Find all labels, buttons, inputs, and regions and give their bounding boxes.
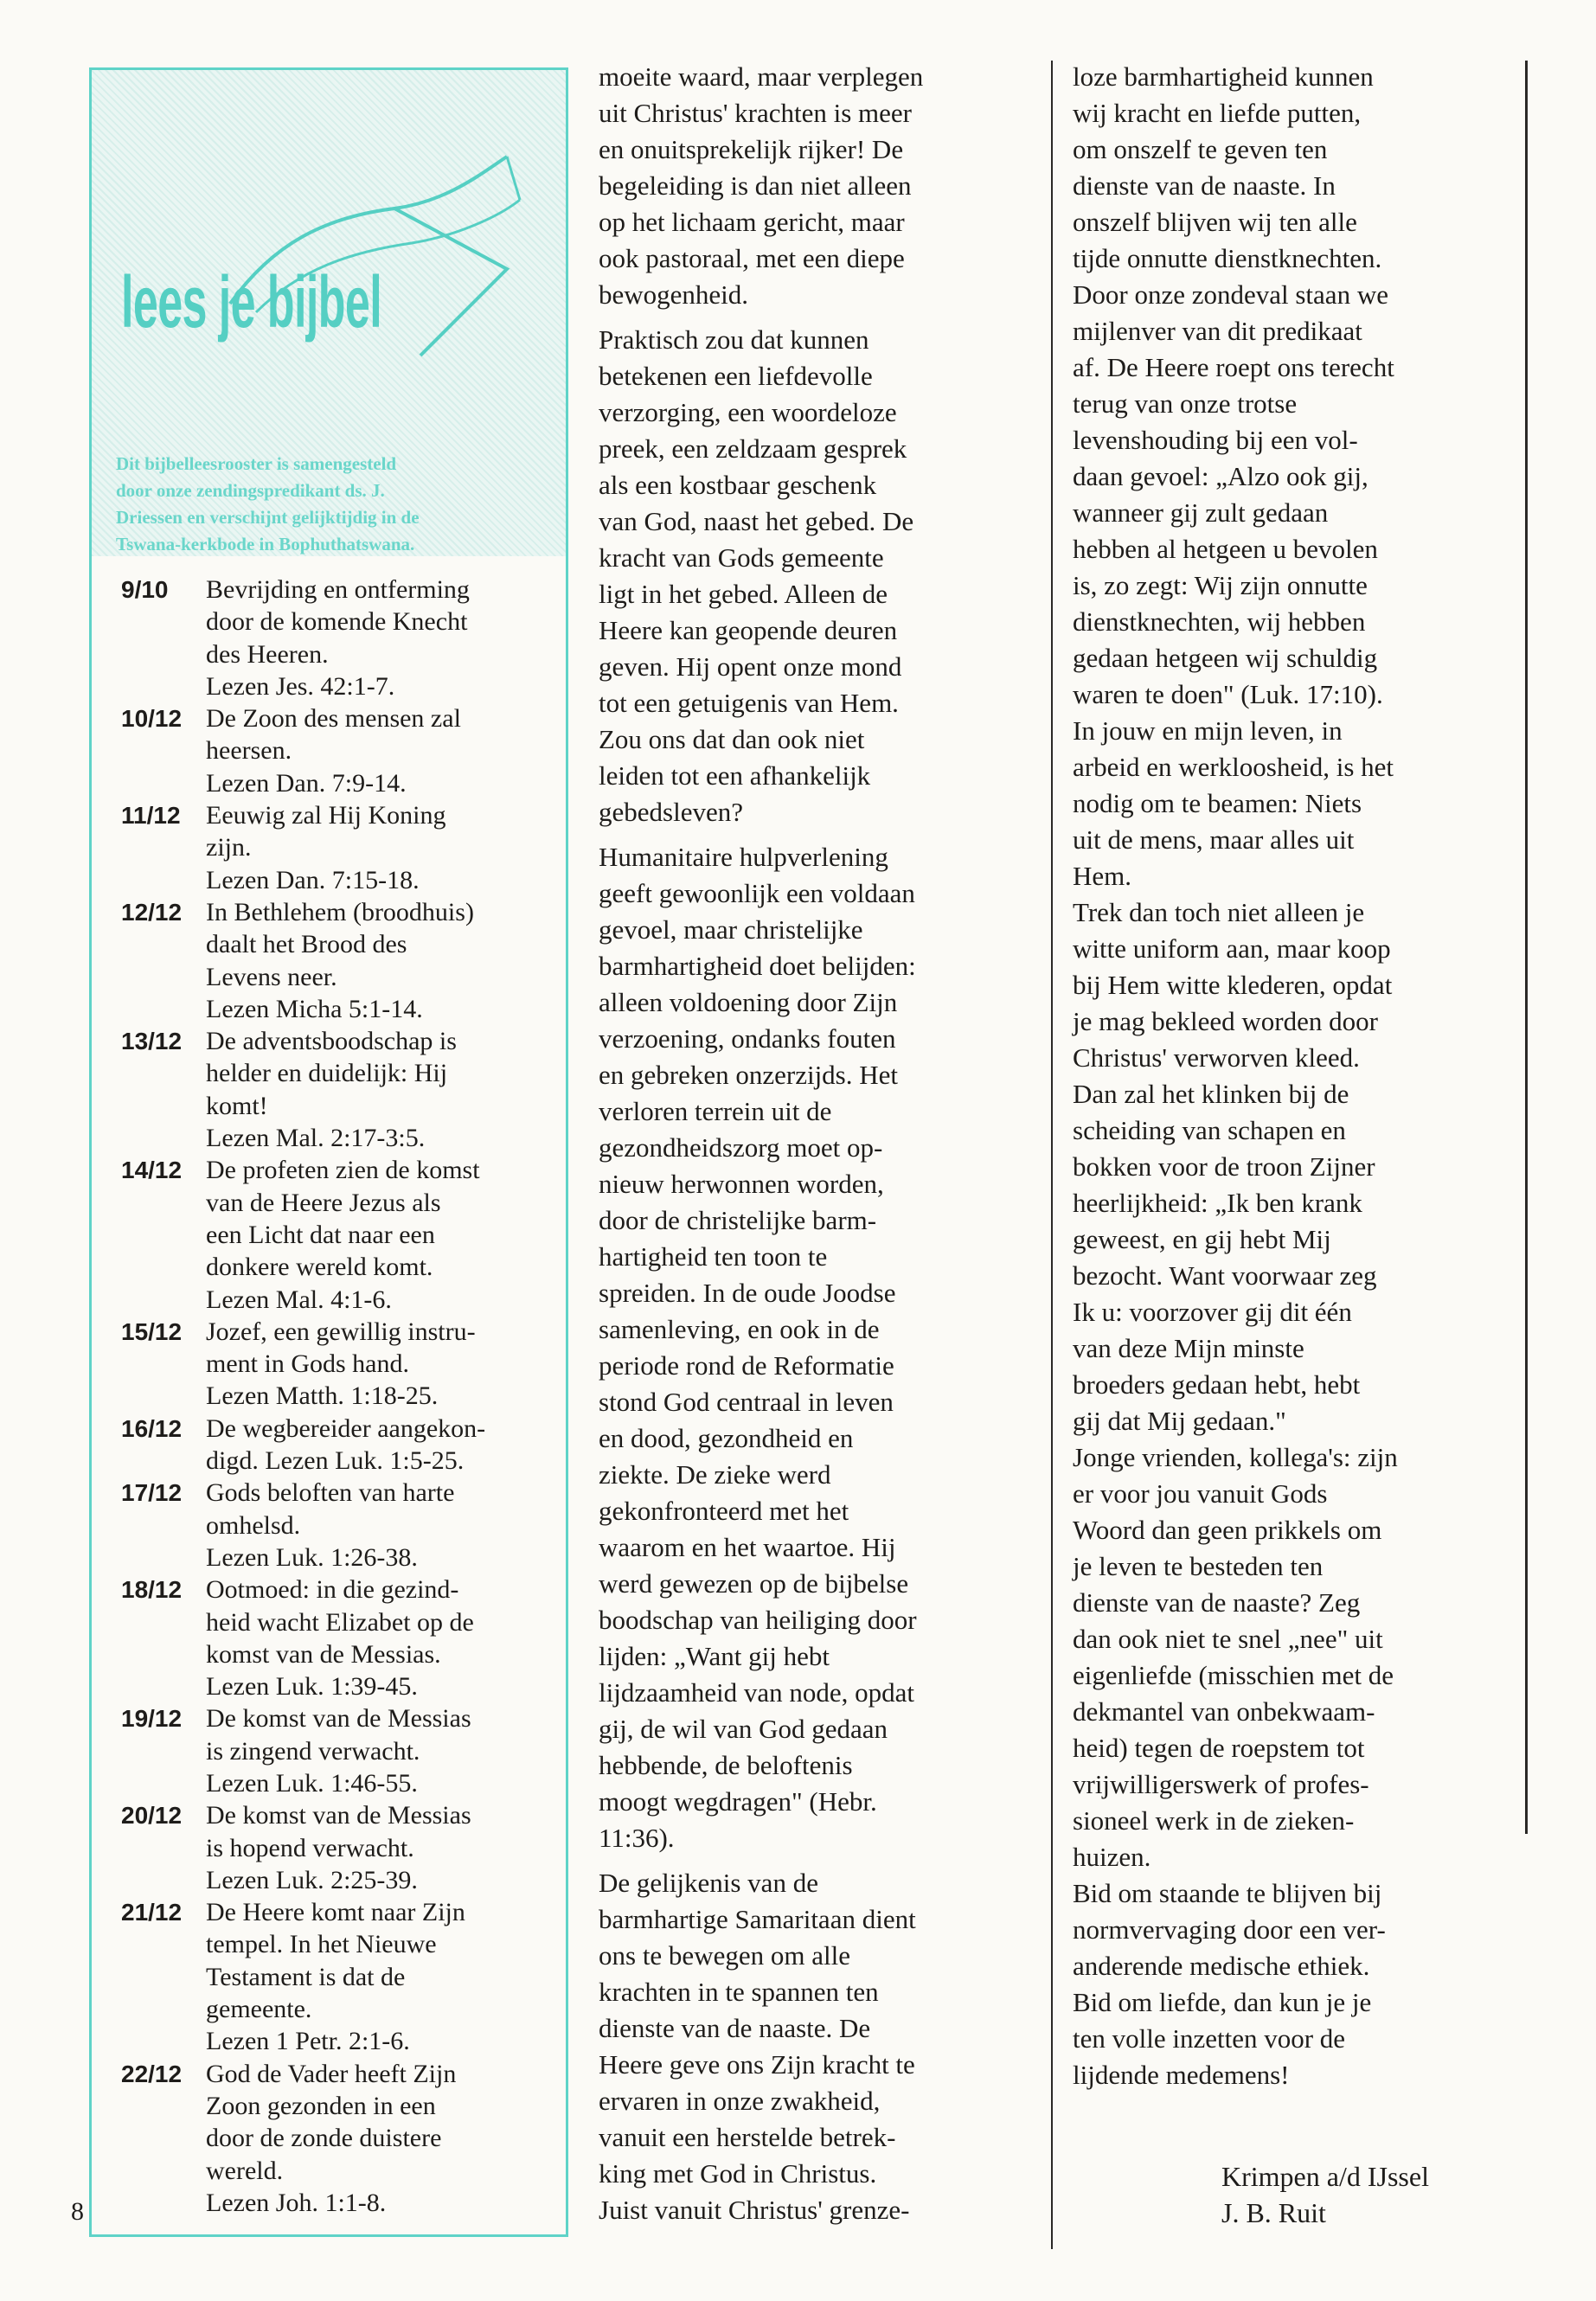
text-line: arbeid en werkloosheid, is het: [1073, 752, 1394, 782]
reading-topic-line: Zoon gezonden in een: [206, 2091, 436, 2120]
reading-row: [121, 574, 562, 670]
text-line: om onszelf te geven ten: [1073, 134, 1328, 164]
reading-topic-line: komt!: [206, 1091, 268, 1120]
reading-topic-line: komst van de Messias.: [206, 1639, 441, 1669]
reading-topic: [206, 1799, 562, 1864]
text-line: Zou ons dat dan ook niet: [599, 724, 865, 754]
author-name: J. B. Ruit: [1221, 2197, 1326, 2228]
reading-topic-line: Gods beloften van harte: [206, 1478, 455, 1508]
text-line: krachten in te spannen ten: [599, 1977, 879, 2007]
text-line: heid) tegen de roepstem tot: [1073, 1733, 1365, 1763]
text-line: broeders gedaan hebt, hebt: [1073, 1369, 1361, 1400]
reading-date: 15/12: [121, 1317, 183, 1345]
text-line: is, zo zegt: Wij zijn onnutte: [1073, 570, 1368, 600]
text-line: bokken voor de troon Zijner: [1073, 1151, 1375, 1182]
reading-topic: [206, 799, 562, 864]
reading-row: [121, 1702, 562, 1767]
reading-date: 9/10: [121, 576, 169, 603]
reading-item: [121, 702, 562, 799]
reading-item: [121, 1025, 562, 1154]
text-line: Bid om staande te blijven bij: [1073, 1878, 1382, 1908]
reading-reference: Lezen Micha 5:1-14.: [206, 994, 423, 1023]
text-line: moeite waard, maar verplegen: [599, 61, 924, 92]
reading-reference: Lezen Dan. 7:9-14.: [206, 768, 407, 798]
text-line: dienste van de naaste. De: [599, 2013, 871, 2043]
text-line: hebben al hetgeen u bevolen: [1073, 534, 1378, 564]
text-line: Woord dan geen prikkels om: [1073, 1515, 1382, 1545]
text-line: en dood, gezondheid en: [599, 1423, 854, 1453]
reading-item: [121, 574, 562, 702]
text-line: bij Hem witte klederen, opdat: [1073, 970, 1393, 1000]
article-column-middle: [599, 59, 1040, 2228]
reading-topic-line: De Zoon des mensen zal: [206, 704, 461, 734]
reading-topic-line: De profeten zien de komst: [206, 1156, 480, 1185]
text-line: ziekte. De zieke werd: [599, 1459, 831, 1490]
text-line: Door onze zondeval staan we: [1073, 279, 1388, 310]
reading-item: [121, 1413, 562, 1477]
reading-row: [121, 1025, 562, 1122]
reading-topic-line: heersen.: [206, 736, 292, 766]
text-line: tot een getuigenis van Hem.: [599, 688, 899, 718]
text-line: lijdende medemens!: [1073, 2060, 1290, 2090]
text-line: Humanitaire hulpverlening: [599, 842, 888, 872]
text-line: periode rond de Reformatie: [599, 1350, 894, 1381]
reading-date: 18/12: [121, 1576, 183, 1604]
reading-reference: Lezen Luk. 2:25-39.: [206, 1865, 418, 1894]
reading-topic-line: ment in Gods hand.: [206, 1349, 409, 1379]
text-line: daan gevoel: „Alzo ook gij,: [1073, 461, 1368, 491]
text-line: moogt wegdragen" (Hebr.: [599, 1786, 877, 1817]
reading-topic: [206, 1025, 562, 1122]
text-line: en gebreken onzerzijds. Het: [599, 1060, 899, 1090]
section-title: lees je bijbel: [121, 261, 382, 343]
text-line: In jouw en mijn leven, in: [1073, 715, 1343, 746]
text-line: dan ook niet te snel „nee" uit: [1073, 1624, 1383, 1654]
text-line: onszelf blijven wij ten alle: [1073, 207, 1357, 237]
reading-topic-line: donkere wereld komt.: [206, 1253, 433, 1282]
text-line: eigenliefde (misschien met de: [1073, 1660, 1394, 1690]
text-line: ervaren in onze zwakheid,: [599, 2086, 881, 2116]
reading-reference: Lezen Matth. 1:18-25.: [206, 1381, 439, 1411]
text-line: van deze Mijn minste: [1073, 1333, 1304, 1363]
text-line: De gelijkenis van de: [599, 1868, 818, 1898]
reading-date: 21/12: [121, 1899, 183, 1926]
text-line: gedaan hetgeen wij schuldig: [1073, 643, 1378, 673]
reading-row: [121, 1574, 562, 1670]
text-line: verzoening, ondanks fouten: [599, 1023, 896, 1054]
reading-topic-line: gemeente.: [206, 1995, 312, 2024]
reading-date: 12/12: [121, 898, 183, 926]
reading-topic-line: De komst van de Messias: [206, 1801, 471, 1830]
paragraph-gap: [599, 830, 1040, 839]
text-line: verloren terrein uit de: [599, 1096, 832, 1126]
text-line: door de christelijke barm-: [599, 1205, 877, 1235]
reading-topic: [206, 2058, 562, 2187]
reading-topic-line: heid wacht Elizabet op de: [206, 1607, 474, 1637]
reading-topic-line: daalt het Brood des: [206, 930, 407, 959]
reading-row: [121, 2058, 562, 2187]
article-column-right: [1073, 59, 1505, 2093]
reading-item: [121, 2058, 562, 2219]
text-line: en onuitsprekelijk rijker! De: [599, 134, 904, 164]
reading-row: [121, 1799, 562, 1864]
text-line: betekenen een liefdevolle: [599, 361, 873, 391]
text-line: ligt in het gebed. Alleen de: [599, 579, 888, 609]
text-line: ten volle inzetten voor de: [1073, 2023, 1346, 2054]
reading-topic-line: omhelsd.: [206, 1510, 301, 1540]
reading-topic: [206, 1316, 562, 1381]
reading-topic-line: Ootmoed: in die gezind-: [206, 1575, 459, 1605]
reading-item: [121, 1799, 562, 1896]
text-line: gevoel, maar christelijke: [599, 914, 863, 945]
text-line: Praktisch zou dat kunnen: [599, 324, 869, 355]
reading-topic-line: van de Heere Jezus als: [206, 1188, 441, 1217]
text-line: nieuw herwonnen worden,: [599, 1169, 884, 1199]
intro-line: Driessen en verschijnt gelijktijdig in de: [116, 507, 420, 528]
text-line: barmhartige Samaritaan dient: [599, 1904, 916, 1934]
reading-topic-line: helder en duidelijk: Hij: [206, 1059, 448, 1088]
reading-row: [121, 1316, 562, 1381]
text-line: Heere kan geopende deuren: [599, 615, 898, 645]
text-line: begeleiding is dan niet alleen: [599, 170, 912, 201]
paragraph-gap: [599, 313, 1040, 322]
text-line: wanneer gij zult gedaan: [1073, 497, 1329, 528]
text-line: er voor jou vanuit Gods: [1073, 1478, 1328, 1509]
text-line: Jonge vrienden, kollega's: zijn: [1073, 1442, 1398, 1472]
reading-reference: Lezen Luk. 1:46-55.: [206, 1768, 418, 1798]
reading-topic-line: digd. Lezen Luk. 1:5-25.: [206, 1446, 465, 1476]
text-line: terug van onze trotse: [1073, 388, 1298, 419]
text-line: Trek dan toch niet alleen je: [1073, 897, 1365, 927]
reading-row: [121, 1896, 562, 2025]
text-line: leiden tot een afhankelijk: [599, 760, 871, 791]
text-line: Heere geve ons Zijn kracht te: [599, 2049, 915, 2080]
reading-row: [121, 896, 562, 993]
reading-date: 10/12: [121, 705, 183, 733]
bible-reading-box: [89, 67, 568, 2237]
reading-reference: Lezen Mal. 4:1-6.: [206, 1285, 392, 1314]
text-line: gij, de wil van God gedaan: [599, 1714, 888, 1744]
author-place: Krimpen a/d IJssel: [1221, 2161, 1429, 2192]
right-border-line: [1525, 61, 1528, 1834]
page-number: 8: [71, 2197, 84, 2226]
reading-date: 13/12: [121, 1028, 183, 1055]
text-line: lijdzaamheid van node, opdat: [599, 1677, 914, 1708]
reading-topic-line: Jozef, een gewillig instru-: [206, 1317, 476, 1346]
text-line: alleen voldoening door Zijn: [599, 987, 898, 1017]
text-line: bewogenheid.: [599, 279, 749, 310]
reading-topic-line: De Heere komt naar Zijn: [206, 1898, 465, 1927]
reading-reference: Lezen Mal. 2:17-3:5.: [206, 1124, 426, 1153]
article-paragraph: [599, 839, 1040, 1856]
text-line: Hem.: [1073, 861, 1132, 891]
reading-topic-line: wereld.: [206, 2156, 284, 2185]
reading-topic-line: Levens neer.: [206, 962, 337, 991]
reading-item: [121, 799, 562, 896]
text-line: uit de mens, maar alles uit: [1073, 824, 1355, 855]
text-line: hartigheid ten toon te: [599, 1241, 828, 1272]
text-line: wij kracht en liefde putten,: [1073, 98, 1362, 128]
text-line: waren te doen" (Luk. 17:10).: [1073, 679, 1383, 709]
text-line: witte uniform aan, maar koop: [1073, 933, 1391, 964]
reading-row: [121, 702, 562, 767]
intro-line: door onze zendingspredikant ds. J.: [116, 480, 385, 501]
reading-topic-line: Eeuwig zal Hij Koning: [206, 801, 446, 830]
reading-topic: [206, 1477, 562, 1541]
reading-row: [121, 1154, 562, 1283]
intro-text: [116, 451, 548, 558]
text-line: werd gewezen op de bijbelse: [599, 1568, 909, 1599]
reading-topic: [206, 1702, 562, 1767]
text-line: spreiden. In de oude Joodse: [599, 1278, 896, 1308]
reading-item: [121, 1154, 562, 1315]
reading-item: [121, 1477, 562, 1574]
text-line: op het lichaam gericht, maar: [599, 207, 905, 237]
text-line: je leven te besteden ten: [1073, 1551, 1324, 1581]
text-line: normvervaging door een ver-: [1073, 1914, 1386, 1945]
text-line: hebbende, de beloftenis: [599, 1750, 853, 1780]
reading-topic: [206, 702, 562, 767]
reading-topic: [206, 1896, 562, 2025]
text-line: Juist vanuit Christus' grenze-: [599, 2195, 910, 2225]
reading-row: [121, 1477, 562, 1541]
reading-date: 19/12: [121, 1705, 183, 1733]
reading-topic-line: De komst van de Messias: [206, 1704, 471, 1734]
reading-date: 22/12: [121, 2060, 183, 2087]
reading-schedule: [121, 574, 562, 2219]
reading-topic-line: des Heeren.: [206, 639, 329, 669]
article-paragraph: [599, 1865, 1040, 2228]
text-line: boodschap van heiliging door: [599, 1605, 917, 1635]
reading-topic-line: zijn.: [206, 833, 252, 862]
text-line: ook pastoraal, met een diepe: [599, 243, 905, 273]
reading-topic: [206, 574, 562, 670]
text-line: je mag bekleed worden door: [1073, 1006, 1378, 1036]
reading-reference: Lezen Jes. 42:1-7.: [206, 671, 395, 701]
text-line: mijlenver van dit predikaat: [1073, 316, 1362, 346]
text-line: gezondheidszorg moet op-: [599, 1132, 883, 1163]
reading-item: [121, 1896, 562, 2057]
text-line: king met God in Christus.: [599, 2158, 877, 2189]
text-line: gebedsleven?: [599, 797, 743, 827]
reading-reference: Lezen 1 Petr. 2:1-6.: [206, 2027, 410, 2056]
reading-item: [121, 1574, 562, 1702]
text-line: ons te bewegen om alle: [599, 1940, 850, 1971]
reading-reference: Lezen Luk. 1:39-45.: [206, 1672, 418, 1702]
text-line: barmhartigheid doet belijden:: [599, 951, 916, 981]
text-line: tijde onnutte dienstknechten.: [1073, 243, 1382, 273]
reading-reference: Lezen Dan. 7:15-18.: [206, 865, 420, 894]
text-line: scheiding van schapen en: [1073, 1115, 1346, 1145]
reading-topic: [206, 1154, 562, 1283]
reading-topic-line: door de zonde duistere: [206, 2124, 442, 2153]
reading-topic-line: God de Vader heeft Zijn: [206, 2059, 457, 2088]
reading-topic: [206, 896, 562, 993]
sidebar-header: [92, 70, 566, 556]
intro-line: Tswana-kerkbode in Bophuthatswana.: [116, 534, 415, 554]
reading-topic-line: In Bethlehem (broodhuis): [206, 897, 474, 926]
text-line: vrijwilligerswerk of profes-: [1073, 1769, 1369, 1799]
text-line: gij dat Mij gedaan.": [1073, 1406, 1286, 1436]
text-line: geven. Hij opent onze mond: [599, 651, 902, 682]
text-line: bezocht. Want voorwaar zeg: [1073, 1260, 1377, 1291]
text-line: samenleving, en ook in de: [599, 1314, 880, 1344]
text-line: heerlijkheid: „Ik ben krank: [1073, 1188, 1362, 1218]
text-line: lijden: „Want gij hebt: [599, 1641, 830, 1671]
article-paragraph: [599, 59, 1040, 313]
reading-item: [121, 1316, 562, 1413]
text-line: anderende medische ethiek.: [1073, 1951, 1370, 1981]
reading-date: 20/12: [121, 1802, 183, 1830]
text-line: loze barmhartigheid kunnen: [1073, 61, 1374, 92]
reading-topic-line: Testament is dat de: [206, 1962, 406, 1991]
text-line: Bid om liefde, dan kun je je: [1073, 1987, 1372, 2017]
text-line: af. De Heere roept ons terecht: [1073, 352, 1394, 382]
reading-topic-line: door de komende Knecht: [206, 607, 468, 637]
reading-date: 11/12: [121, 802, 181, 830]
text-line: preek, een zeldzaam gesprek: [599, 433, 907, 464]
reading-topic-line: tempel. In het Nieuwe: [206, 1930, 437, 1959]
reading-topic: [206, 1413, 562, 1477]
text-line: Christus' verworven kleed.: [1073, 1042, 1360, 1073]
article-paragraph: [1073, 59, 1505, 2093]
text-line: dekmantel van onbekwaam-: [1073, 1696, 1375, 1727]
reading-row: [121, 799, 562, 864]
text-line: Ik u: voorzover gij dit één: [1073, 1297, 1352, 1327]
reading-item: [121, 896, 562, 1025]
text-line: nodig om te beamen: Niets: [1073, 788, 1362, 818]
text-line: levenshouding bij een vol-: [1073, 425, 1358, 455]
reading-date: 16/12: [121, 1414, 183, 1442]
text-line: verzorging, een woordeloze: [599, 397, 897, 427]
intro-line: Dit bijbelleesrooster is samengesteld: [116, 453, 397, 474]
reading-date: 17/12: [121, 1479, 183, 1507]
reading-reference: Lezen Luk. 1:26-38.: [206, 1542, 418, 1572]
article-paragraph: [599, 322, 1040, 830]
reading-reference: Lezen Joh. 1:1-8.: [206, 2188, 387, 2217]
reading-topic-line: is hopend verwacht.: [206, 1833, 414, 1862]
text-line: dienste van de naaste. In: [1073, 170, 1336, 201]
column-divider: [1051, 61, 1053, 2249]
text-line: Dan zal het klinken bij de: [1073, 1079, 1349, 1109]
text-line: vanuit een herstelde betrek-: [599, 2122, 896, 2152]
text-line: waarom en het waartoe. Hij: [599, 1532, 896, 1562]
text-line: dienstknechten, wij hebben: [1073, 606, 1366, 637]
text-line: kracht van Gods gemeente: [599, 542, 884, 573]
reading-topic-line: De wegbereider aangekon-: [206, 1413, 486, 1443]
reading-date: 14/12: [121, 1157, 183, 1184]
text-line: huizen.: [1073, 1842, 1151, 1872]
reading-topic-line: Bevrijding en ontferming: [206, 575, 470, 604]
text-line: als een kostbaar geschenk: [599, 470, 877, 500]
reading-topic-line: een Licht dat naar een: [206, 1220, 435, 1249]
reading-topic-line: is zingend verwacht.: [206, 1736, 420, 1766]
reading-topic-line: De adventsboodschap is: [206, 1027, 457, 1056]
text-line: geeft gewoonlijk een voldaan: [599, 878, 915, 908]
text-line: gekonfronteerd met het: [599, 1496, 849, 1526]
paragraph-gap: [599, 1856, 1040, 1865]
reading-row: [121, 1413, 562, 1477]
reading-item: [121, 1702, 562, 1799]
text-line: geweest, en gij hebt Mij: [1073, 1224, 1331, 1254]
text-line: stond God centraal in leven: [599, 1387, 894, 1417]
text-line: van God, naast het gebed. De: [599, 506, 914, 536]
text-line: 11:36).: [599, 1823, 675, 1853]
text-line: uit Christus' krachten is meer: [599, 98, 913, 128]
reading-topic: [206, 1574, 562, 1670]
text-line: dienste van de naaste? Zeg: [1073, 1587, 1361, 1618]
text-line: sioneel werk in de zieken-: [1073, 1805, 1355, 1836]
